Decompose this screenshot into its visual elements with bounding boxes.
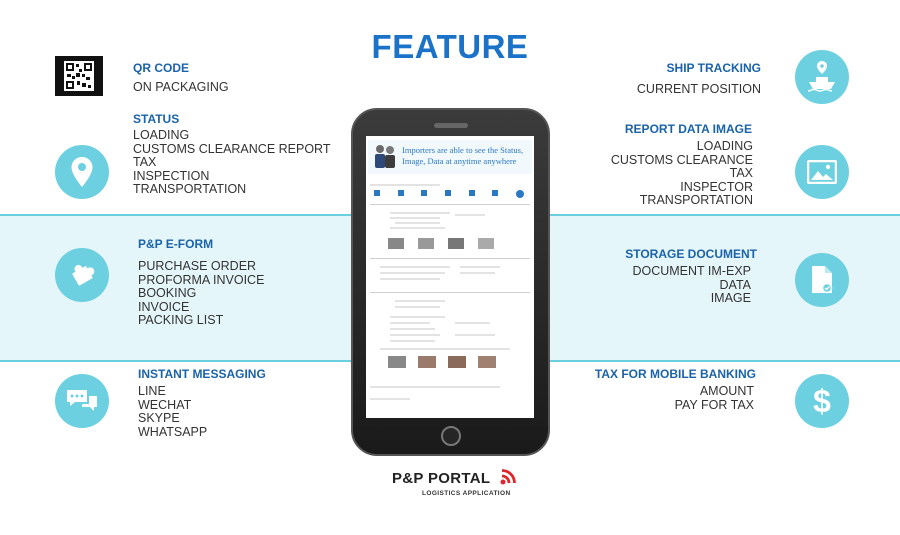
messaging-item: SKYPE [138,411,180,426]
page-title: FEATURE [371,28,529,65]
phone-document-preview [370,180,530,410]
storage-item: IMAGE [710,291,751,306]
eform-heading: P&P E-FORM [138,237,214,251]
messaging-heading: INSTANT MESSAGING [138,367,266,381]
eform-item: BOOKING [138,286,197,301]
ship-tracking-heading: SHIP TRACKING [666,61,761,75]
tax-item: PAY FOR TAX [674,397,754,412]
report-list [600,140,753,208]
report-heading: REPORT DATA IMAGE [624,122,752,136]
dollar-icon [795,374,849,428]
status-list [133,129,331,197]
report-item: LOADING [696,139,753,153]
report-item: TRANSPORTATION [639,193,753,208]
status-item: TAX [133,155,157,170]
eform-item: PROFORMA INVOICE [138,272,265,287]
qr-code-icon [55,56,103,96]
phone-banner-text: Importers are able to see the Status, Image, Data at anytime anywhere [402,145,524,166]
location-pin-icon [55,145,109,199]
messaging-item: WECHAT [138,397,192,412]
storage-item: DATA [719,277,751,292]
logo-name: P&P PORTAL [392,470,491,487]
storage-item: DOCUMENT IM-EXP [632,264,751,278]
status-item: CUSTOMS CLEARANCE REPORT [133,141,331,156]
chat-bubbles-icon [55,374,109,428]
qr-code-list [133,81,229,95]
eform-item: INVOICE [138,299,190,314]
ship-tracking-item: CURRENT POSITION [636,82,761,96]
logo-tagline: LOGISTICS APPLICATION [422,490,511,497]
messaging-item: LINE [138,384,166,398]
status-item: LOADING [133,128,190,142]
report-item: TAX [729,166,753,181]
tax-heading: TAX FOR MOBILE BANKING [594,367,756,381]
messaging-item: WHATSAPP [138,424,208,439]
document-icon [795,253,849,307]
report-item: INSPECTOR [680,179,753,194]
status-item: INSPECTION [133,168,210,183]
storage-list [600,265,751,306]
status-item: TRANSPORTATION [133,182,247,197]
eform-item: PACKING LIST [138,313,224,328]
report-item: CUSTOMS CLEARANCE [610,152,753,167]
people-image [372,143,398,171]
tax-item: AMOUNT [699,384,754,398]
eform-item: PURCHASE ORDER [138,259,257,273]
qr-code-item: ON PACKAGING [133,80,229,94]
puzzle-icon [55,248,109,302]
phone-speaker [434,123,468,128]
ship-tracking-list [600,83,761,97]
qr-code-heading: QR CODE [133,61,190,75]
tax-list [600,385,754,412]
phone-home-button[interactable] [441,426,461,446]
svg-text:$: $ [813,384,831,418]
wifi-signal-icon [499,468,521,491]
ship-icon [795,50,849,104]
image-icon [795,145,849,199]
messaging-list [138,385,207,439]
eform-list [138,260,264,328]
storage-heading: STORAGE DOCUMENT [625,247,757,261]
status-heading: STATUS [133,112,180,126]
